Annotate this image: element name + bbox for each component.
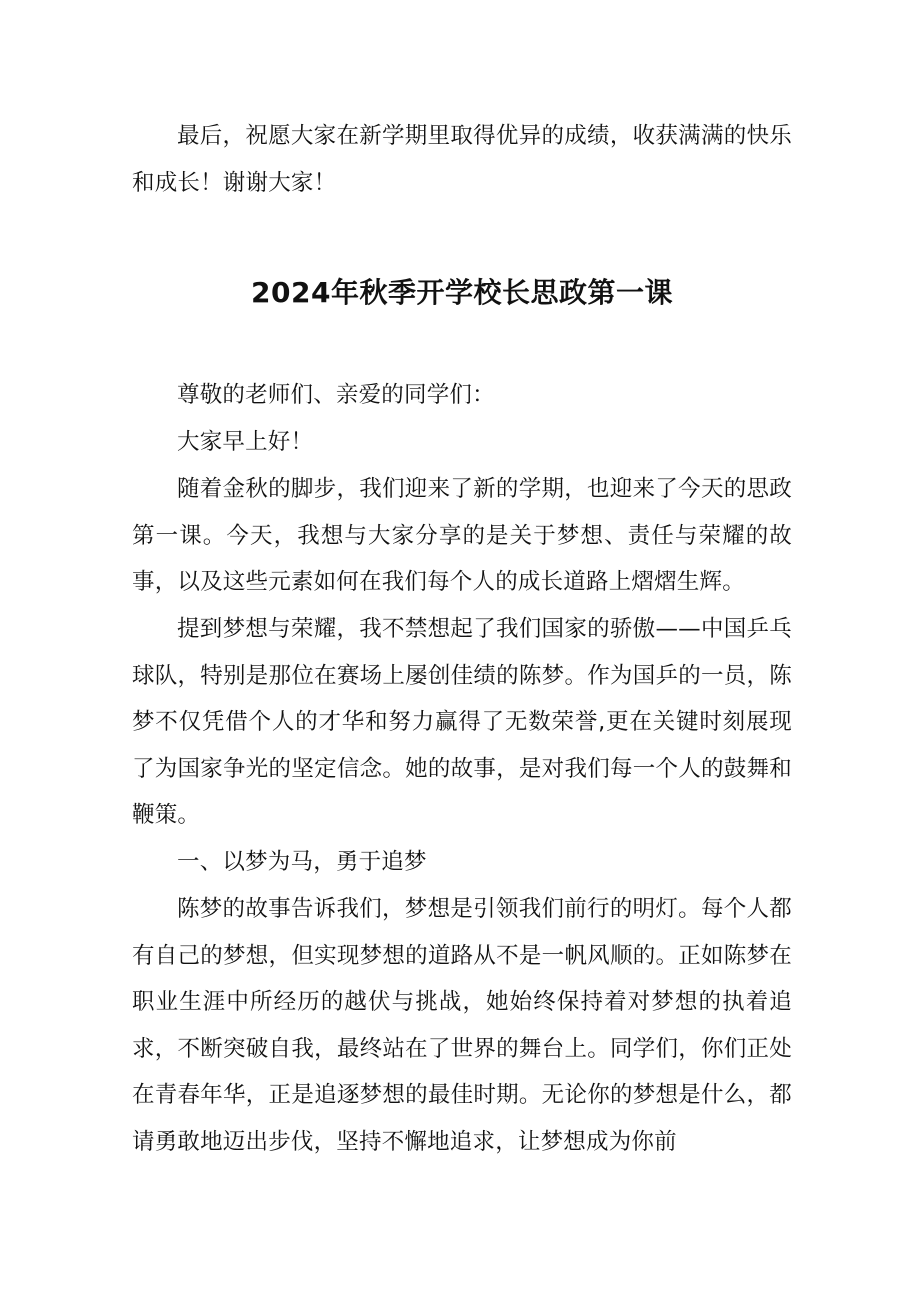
paragraph-3: 陈梦的故事告诉我们，梦想是引领我们前行的明灯。每个人都有自己的梦想，但实现梦想的道路从不是一帆风顺的。正如陈梦在职业生涯中所经历的越伏与挑战，她始终保持着对梦想的执着追求，不断突破自我，最终站在了世界的舞台上。同学们，你们正处在青春年华，正是追逐梦想的最佳时期。无论你的梦想是什么，都请勇敢地迈出步伐，坚持不懈地追求，让梦想成为你前 [132, 896, 792, 1155]
paragraph-1: 随着金秋的脚步，我们迎来了新的学期，也迎来了今天的思政第一课。今天，我想与大家分享的是关于梦想、责任与荣耀的故事，以及这些元素如何在我们每个人的成长道路上熠熠生辉。 [132, 476, 792, 595]
section-heading-1: 一、以梦为马，勇于追梦 [177, 849, 427, 875]
greeting: 大家早上好！ [177, 429, 314, 455]
closing-paragraph: 最后，祝愿大家在新学期里取得优异的成绩，收获满满的快乐和成长！谢谢大家！ [132, 123, 792, 196]
salutation: 尊敬的老师们、亲爱的同学们： [177, 382, 495, 408]
document-title: 2024年秋季开学校长思政第一课 [251, 276, 673, 309]
paragraph-2: 提到梦想与荣耀，我不禁想起了我们国家的骄傲——中国乒乓球队，特别是那位在赛场上屡创佳绩的陈梦。作为国乒的一员，陈梦不仅凭借个人的才华和努力赢得了无数荣誉,更在关键时刻展现了为国家争光的坚定信念。她的故事，是对我们每一个人的鼓舞和鞭策。 [132, 616, 792, 828]
